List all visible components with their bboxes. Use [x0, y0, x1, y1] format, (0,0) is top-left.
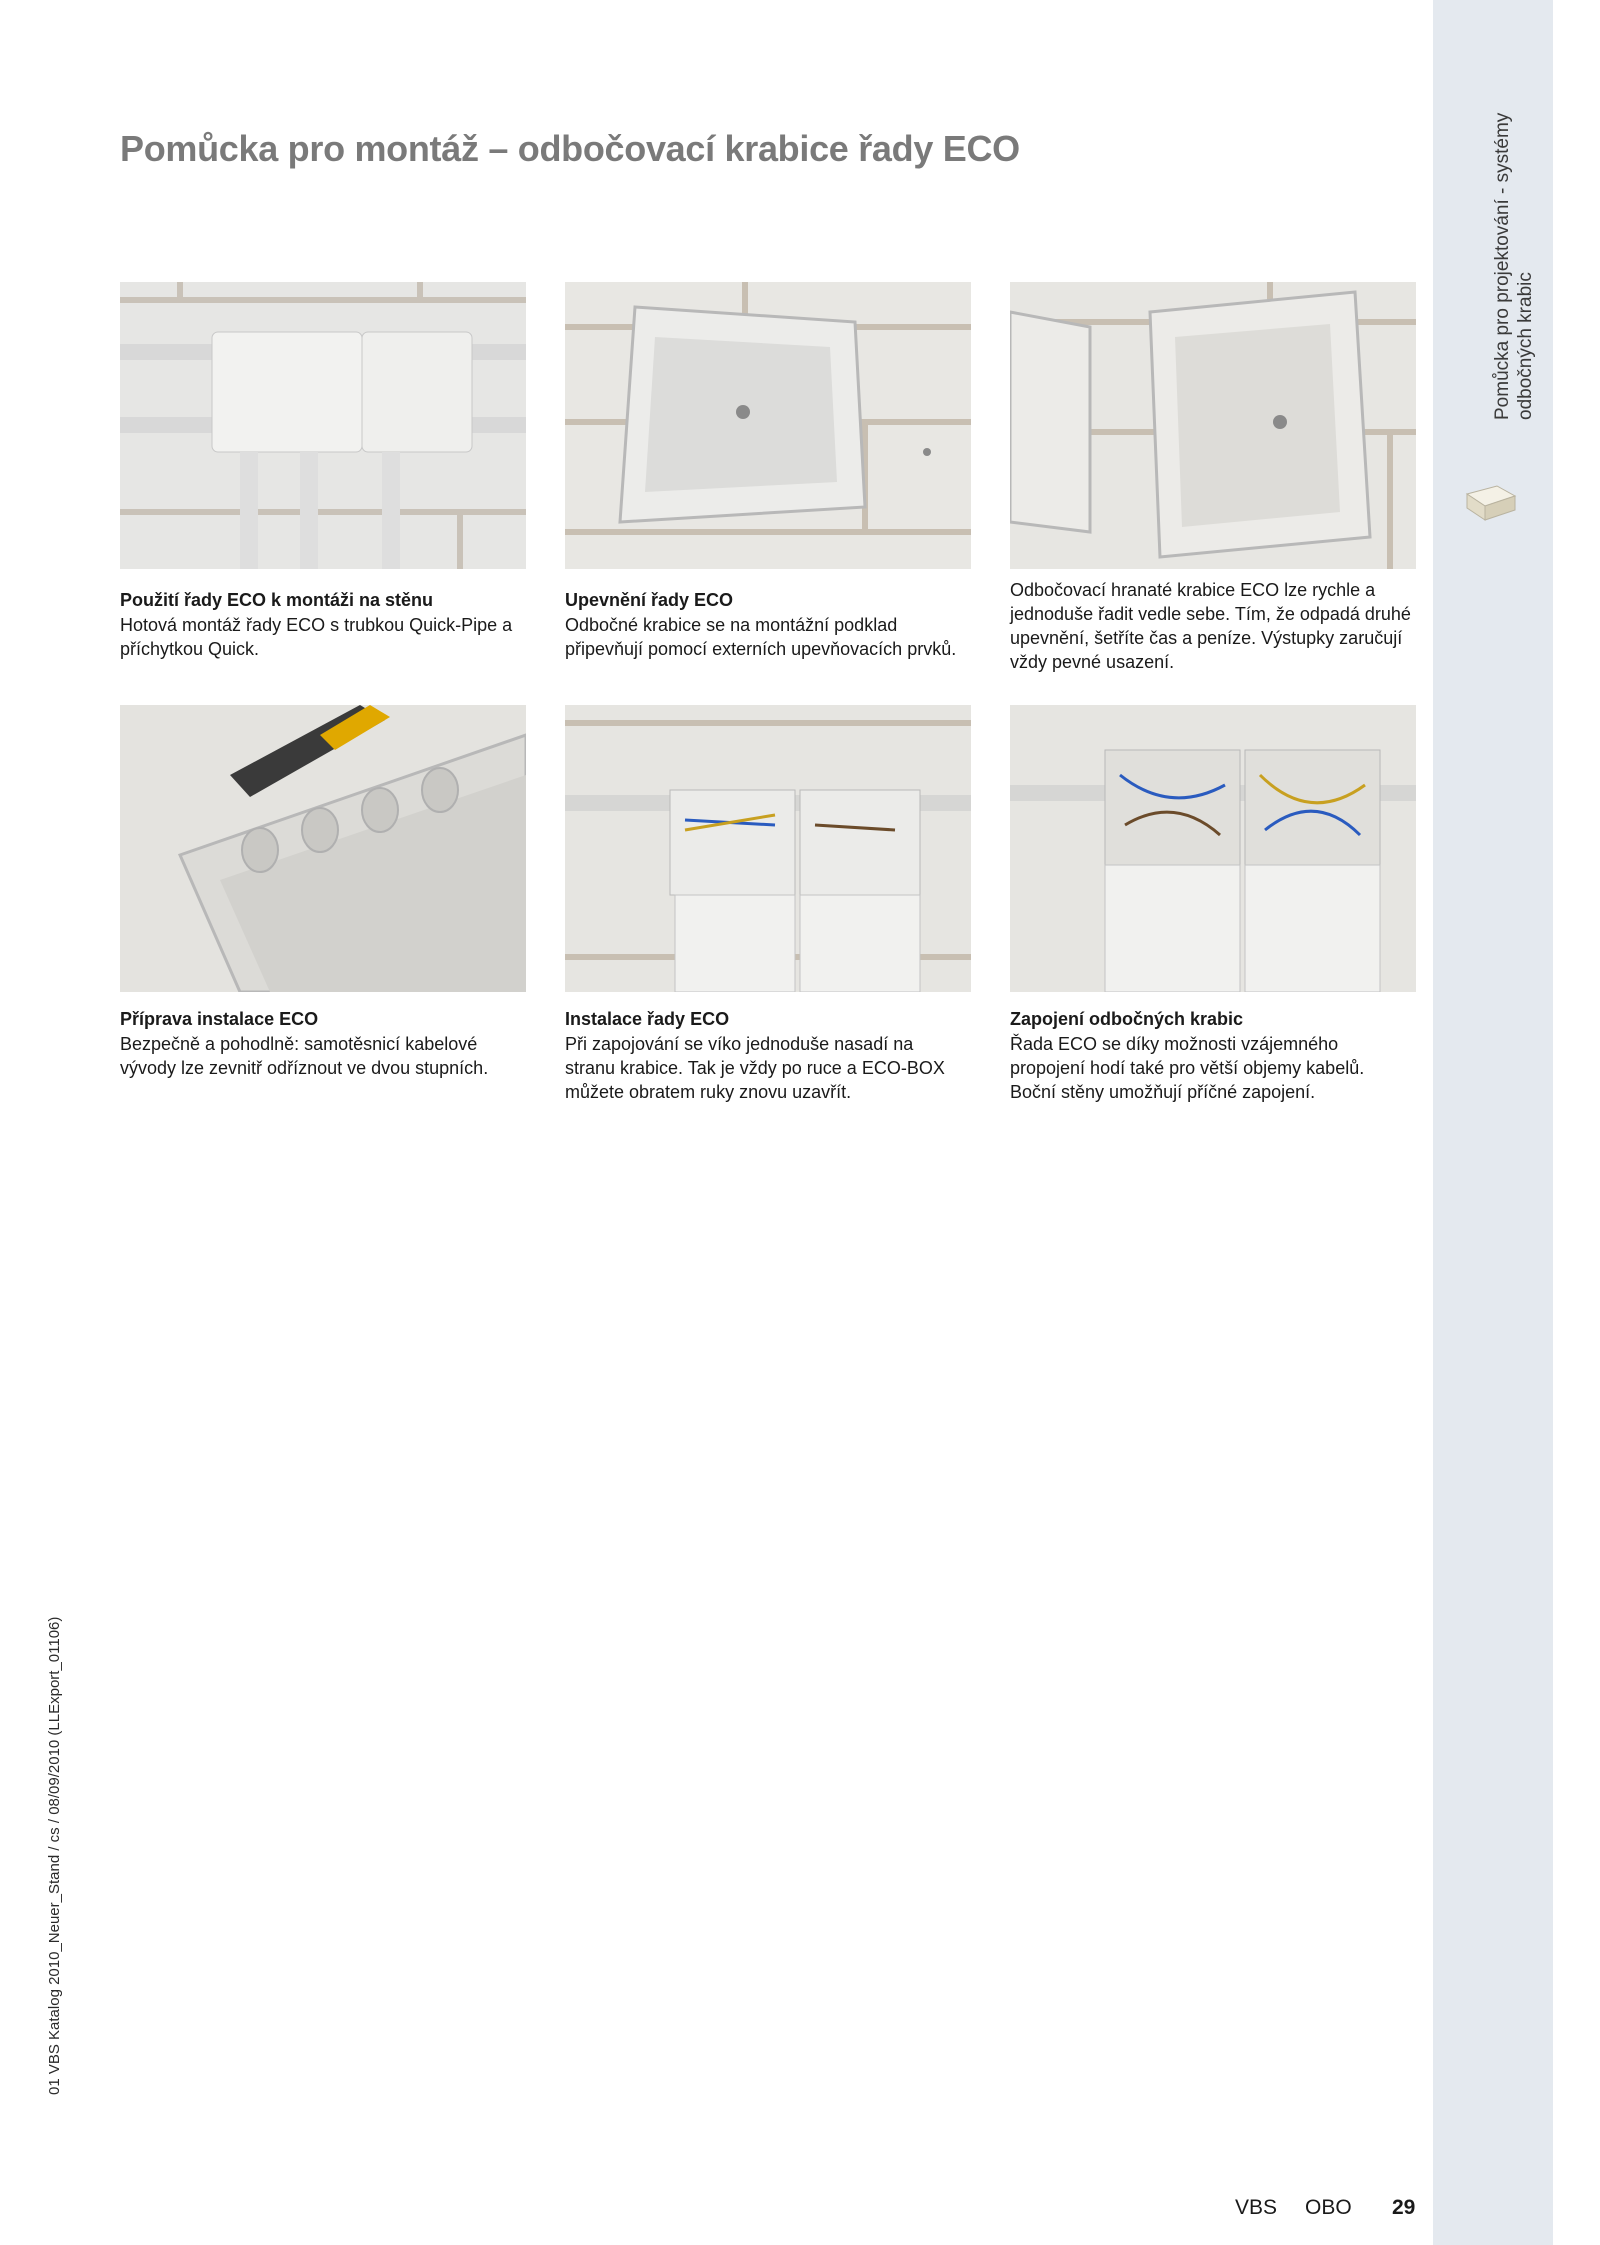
item-title-5: Instalace řady ECO: [565, 1009, 730, 1029]
item-text-2: Odbočné krabice se na montážní podklad připevňují pomocí externích upevňovacích prvků.: [565, 615, 957, 659]
photo-wiring: [1010, 705, 1416, 992]
page-number: 29: [1392, 2196, 1416, 2219]
item-text-5: Při zapojování se víko jednoduše nasadí na stranu krabice. Tak je vždy po ruce a ECO-BOX můžete obratem ruky znovu uzavřít.: [565, 1034, 945, 1102]
footer-brand-vbs: VBS: [1235, 2196, 1278, 2219]
item-title-4: Příprava instalace ECO: [120, 1009, 319, 1029]
item-title-2: Upevnění řady ECO: [565, 590, 734, 610]
item-title-6: Zapojení odbočných krabic: [1010, 1009, 1244, 1029]
photo-installation: [565, 705, 971, 992]
photo-preparation: [120, 705, 526, 992]
photo-wall-mounting: [120, 282, 526, 569]
page-title: Pomůcka pro montáž – odbočovací krabice řady ECO: [120, 128, 1020, 169]
item-text-3: Odbočovací hranaté krabice ECO lze rychle a jednoduše řadit vedle sebe. Tím, že odpadá druhé upevnění, šetříte čas a peníze. Výstupky zaručují vždy pevné usazení.: [1010, 580, 1411, 672]
photo-fastening: [565, 282, 971, 569]
catalog-reference: 01 VBS Katalog 2010_Neuer_Stand / cs / 08/09/2010 (LLExport_01106): [46, 1616, 63, 2095]
junction-box-thumbnail-icon: [1463, 482, 1519, 524]
photo-row-boxes: [1010, 282, 1416, 569]
item-text-1: Hotová montáž řady ECO s trubkou Quick-Pipe a příchytkou Quick.: [120, 615, 513, 659]
footer-brand-obo: OBO: [1305, 2196, 1352, 2219]
item-title-1: Použití řady ECO k montáži na stěnu: [120, 590, 434, 610]
side-section-label: Pomůcka pro projektování - systémy odbočných krabic: [1492, 112, 1536, 420]
item-text-6: Řada ECO se díky možnosti vzájemného propojení hodí také pro větší objemy kabelů. Boční stěny umožňují příčné zapojení.: [1010, 1034, 1365, 1102]
item-text-4: Bezpečně a pohodlně: samotěsnicí kabelové vývody lze zevnitř odříznout ve dvou stupních.: [120, 1034, 489, 1078]
